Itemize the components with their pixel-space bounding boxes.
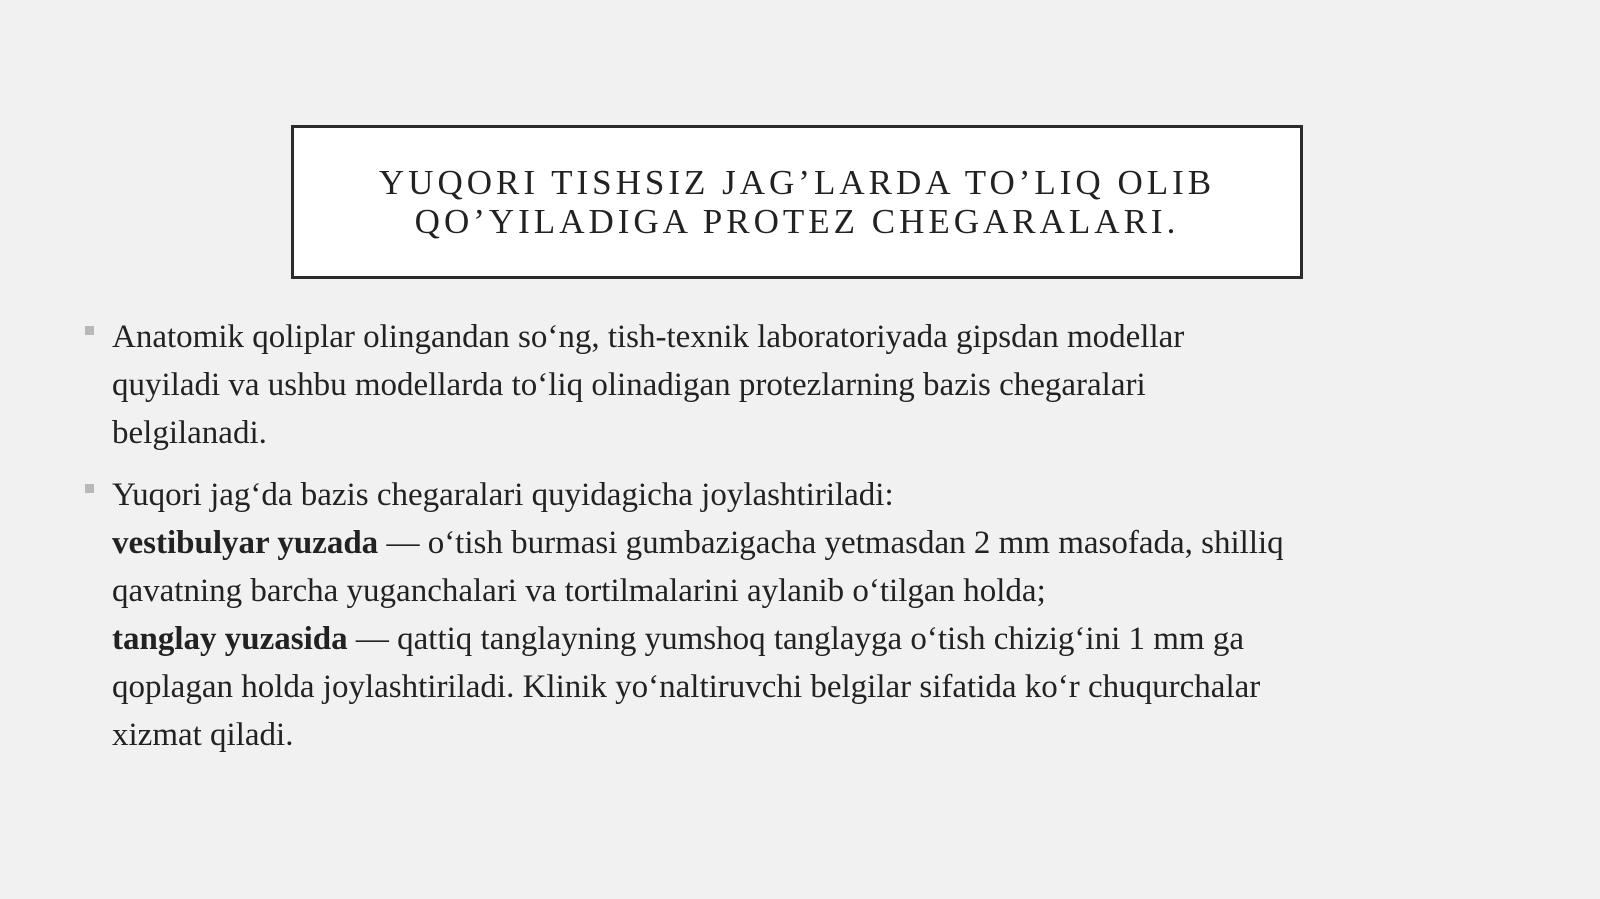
bullet-1-line-3: belgilanadi. [112,415,267,451]
palatal-line-1 [112,615,1560,663]
palatal-line-2: qoplagan holda joylashtiriladi. Klinik yo‘naltiruvchi belgilar sifatida ko‘r chuqurchalar [112,669,1261,705]
bullet-marker-icon [85,326,94,335]
bullet-1-line-1: Anatomik qoliplar olingandan so‘ng, tish-texnik laboratoriyada gipsdan modellar [112,319,1185,355]
slide-title-line-1: YUQORI TISHSIZ JAG’LARDA TO’LIQ OLIB [378,163,1216,202]
slide-content [80,313,1560,773]
palatal-text: — qattiq tanglayning yumshoq tanglayga o‘tish chizig‘ini 1 mm ga [347,621,1244,657]
vestibular-line-1 [112,519,1560,567]
slide-title-box [291,125,1303,279]
vestibular-term: vestibulyar yuzada [112,525,379,561]
bullet-item-2 [80,471,1560,759]
slide-title-line-2: QO’YILADIGA PROTEZ CHEGARALARI. [414,202,1180,241]
vestibular-text: — o‘tish burmasi gumbazigacha yetmasdan 2 mm masofada, shilliq [378,525,1284,561]
palatal-term: tanglay yuzasida [112,621,348,657]
palatal-line-3: xizmat qiladi. [112,717,294,753]
vestibular-line-2: qavatning barcha yuganchalari va tortilmalarini aylanib o‘tilgan holda; [112,573,1046,609]
bullet-1-line-2: quyiladi va ushbu modellarda to‘liq olinadigan protezlarning bazis chegaralari [112,367,1146,403]
bullet-item-1 [80,313,1560,457]
bullet-marker-icon [85,484,94,493]
bullet-2-intro: Yuqori jag‘da bazis chegaralari quyidagicha joylashtiriladi: [112,477,894,513]
